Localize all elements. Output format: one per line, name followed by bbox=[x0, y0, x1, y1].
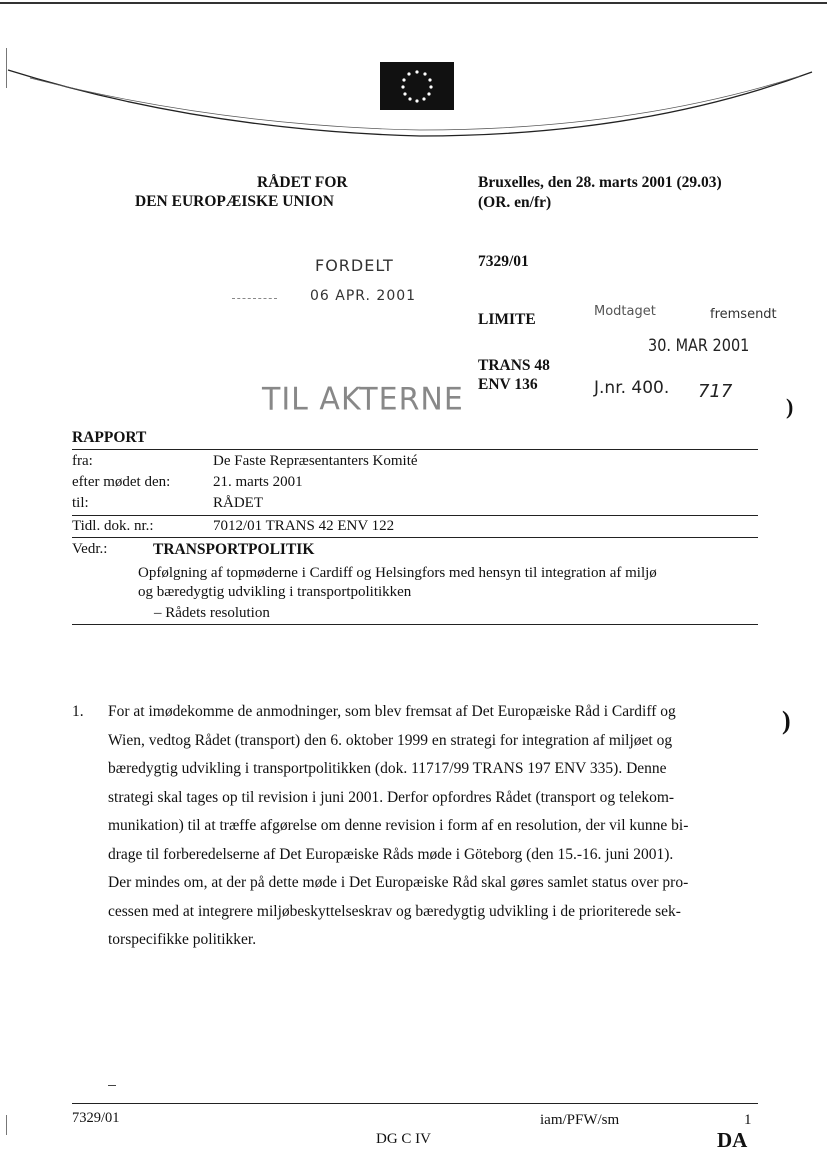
report-meeting-value: 21. marts 2001 bbox=[213, 474, 303, 490]
footer-page-number: 1 bbox=[744, 1112, 752, 1128]
fordelt-stamp: FORDELT bbox=[315, 256, 394, 275]
paragraph-line: Wien, vedtog Rådet (transport) den 6. oktober 1999 en strategi for integration af miljøet og bbox=[108, 731, 673, 749]
paragraph-line: munikation) til at træffe afgørelse om denne revision i form af en resolution, der vil kunne bi- bbox=[108, 817, 689, 834]
paragraph-line: Der mindes om, at der på dette møde i Det Europæiske Råd skal gøres samlet status over pro- bbox=[108, 874, 689, 891]
margin-mark: ) bbox=[782, 706, 791, 735]
paragraph-line: bæredygtig udvikling i transportpolitikken (dok. 11717/99 TRANS 197 ENV 335). Denne bbox=[108, 760, 667, 777]
scan-top-edge bbox=[0, 2, 827, 4]
subject-title: TRANSPORTPOLITIK bbox=[153, 541, 315, 558]
footer-doc-number: 7329/01 bbox=[72, 1110, 120, 1126]
body-paragraph bbox=[108, 698, 758, 955]
scan-edge-mark bbox=[6, 1115, 7, 1135]
previous-doc-value: 7012/01 TRANS 42 ENV 122 bbox=[213, 518, 395, 534]
report-meeting-label: efter mødet den: bbox=[72, 474, 171, 490]
modtaget-stamp: Modtaget bbox=[594, 304, 656, 319]
received-date-stamp: 30. MAR 2001 bbox=[648, 336, 750, 356]
document-number: 7329/01 bbox=[478, 253, 529, 270]
footer-language: DA bbox=[717, 1128, 748, 1152]
divider bbox=[72, 624, 758, 625]
margin-mark: ) bbox=[786, 394, 794, 419]
divider bbox=[72, 449, 758, 450]
paragraph-line: torspecifikke politikker. bbox=[108, 931, 257, 948]
paragraph-line: strategi skal tages op til revision i juni 2001. Derfor opfordres Rådet (transport og telekom- bbox=[108, 788, 675, 806]
paragraph-line: For at imødekomme de anmodninger, som blev fremsat af Det Europæiske Råd i Cardiff og bbox=[108, 703, 676, 720]
place-date: Bruxelles, den 28. marts 2001 (29.03) bbox=[478, 174, 722, 191]
divider bbox=[72, 515, 758, 516]
scan-edge-mark bbox=[6, 48, 7, 88]
divider bbox=[72, 537, 758, 538]
journal-number-handwritten: 717 bbox=[698, 381, 733, 402]
fremsendt-stamp: fremsendt bbox=[710, 307, 777, 322]
subject-line: og bæredygtig udvikling i transportpolitikken bbox=[138, 584, 412, 600]
subject-line: Opfølgning af topmøderne i Cardiff og Helsingfors med hensyn til integration af miljø bbox=[138, 565, 657, 581]
subject-label: Vedr.: bbox=[72, 541, 108, 557]
report-title: RAPPORT bbox=[72, 429, 147, 446]
paragraph-line: drage til forberedelserne af Det Europæiske Råds møde i Göteborg (den 15.-16. juni 2001). bbox=[108, 845, 674, 863]
eu-flag-logo bbox=[380, 62, 454, 110]
report-from-value: De Faste Repræsentanters Komité bbox=[213, 453, 418, 469]
trans-code: TRANS 48 bbox=[478, 357, 550, 374]
council-name-line2: DEN EUROPÆISKE UNION bbox=[135, 193, 334, 210]
footer-dg: DG C IV bbox=[376, 1131, 431, 1147]
env-code: ENV 136 bbox=[478, 376, 538, 393]
report-to-value: RÅDET bbox=[213, 495, 263, 511]
footer-initials: iam/PFW/sm bbox=[540, 1112, 620, 1128]
paragraph-number: 1. bbox=[72, 703, 84, 720]
subject-line: – Rådets resolution bbox=[154, 605, 270, 621]
journal-number-stamp: J.nr. 400. bbox=[594, 378, 670, 398]
til-akterne-stamp: TIL AKTERNE bbox=[262, 381, 464, 418]
paragraph-line: cessen med at integrere miljøbeskyttelseskrav og bæredygtig udvikling i de prioriterede sek- bbox=[108, 902, 681, 920]
report-to-label: til: bbox=[72, 495, 89, 511]
footer-tick bbox=[108, 1085, 116, 1086]
report-from-label: fra: bbox=[72, 453, 93, 469]
previous-doc-label: Tidl. dok. nr.: bbox=[72, 518, 154, 534]
fordelt-date-stamp: 06 APR. 2001 bbox=[310, 288, 417, 304]
limite-label: LIMITE bbox=[478, 311, 536, 328]
council-name-line1: RÅDET FOR bbox=[257, 174, 348, 191]
footer-divider bbox=[72, 1103, 758, 1104]
stamp-dash bbox=[232, 298, 277, 300]
original-language: (OR. en/fr) bbox=[478, 194, 552, 211]
